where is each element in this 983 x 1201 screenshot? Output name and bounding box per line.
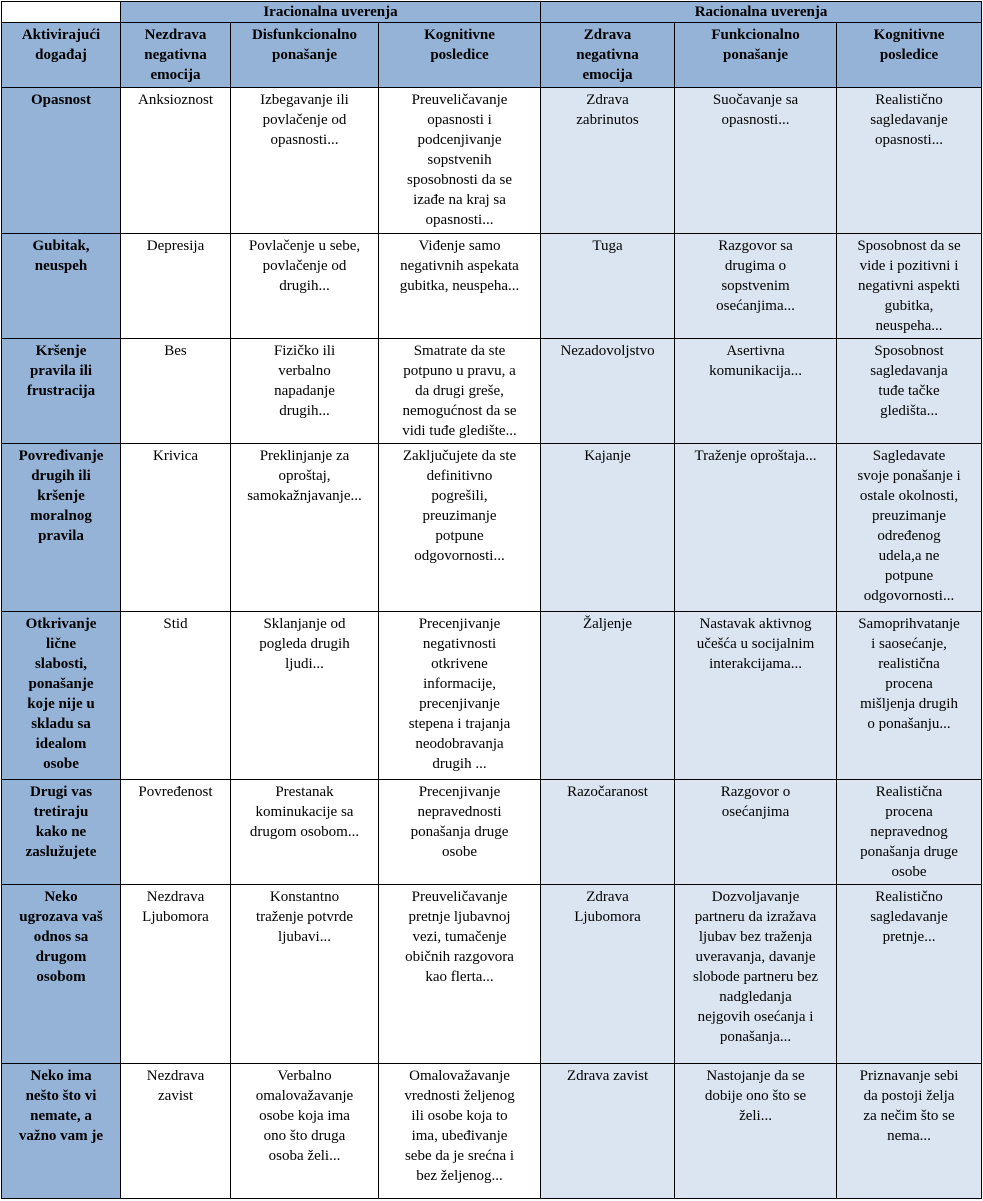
unhealthy-emotion-cell: Stid xyxy=(121,612,231,780)
row-event: Neko ima nešto što vi nemate, a važno vam je xyxy=(2,1064,121,1199)
irrational-consequence-cell: Viđenje samo negativnih aspekata gubitka, neuspeha... xyxy=(379,234,541,339)
unhealthy-emotion-cell: Povređenost xyxy=(121,780,231,885)
healthy-emotion-cell: Nezadovoljstvo xyxy=(541,339,675,444)
irrational-consequence-cell: Omalovažavanje vrednosti željenog ili osobe koja to ima, ubeđivanje sebe da je srećna i bez željenog... xyxy=(379,1064,541,1199)
unhealthy-emotion-cell: Bes xyxy=(121,339,231,444)
table-row xyxy=(2,780,982,885)
functional-behavior-cell: Nastojanje da se dobije ono što se želi... xyxy=(675,1064,837,1199)
unhealthy-emotion-cell: Nezdrava zavist xyxy=(121,1064,231,1199)
healthy-emotion-cell: Zdrava zabrinutos xyxy=(541,88,675,234)
dysfunctional-behavior-cell: Povlačenje u sebe, povlačenje od drugih... xyxy=(231,234,379,339)
unhealthy-emotion-cell: Nezdrava Ljubomora xyxy=(121,885,231,1064)
functional-behavior-cell: Suočavanje sa opasnosti... xyxy=(675,88,837,234)
column-header-row xyxy=(2,23,982,88)
row-event: Drugi vas tretiraju kako ne zaslužujete xyxy=(2,780,121,885)
rational-consequence-cell: Priznavanje sebi da postoji želja za nečim što se nema... xyxy=(837,1064,982,1199)
row-event: Kršenje pravila ili frustracija xyxy=(2,339,121,444)
header-activating-event: Aktivirajući događaj xyxy=(2,23,121,88)
healthy-emotion-cell: Žaljenje xyxy=(541,612,675,780)
healthy-emotion-cell: Kajanje xyxy=(541,444,675,612)
group-header-row xyxy=(2,2,982,23)
functional-behavior-cell: Razgovor o osećanjima xyxy=(675,780,837,885)
unhealthy-emotion-cell: Depresija xyxy=(121,234,231,339)
table-row xyxy=(2,234,982,339)
dysfunctional-behavior-cell: Verbalno omalovažavanje osobe koja ima ono što druga osoba želi... xyxy=(231,1064,379,1199)
dysfunctional-behavior-cell: Konstantno traženje potvrde ljubavi... xyxy=(231,885,379,1064)
rational-consequence-cell: Realistično sagledavanje pretnje... xyxy=(837,885,982,1064)
header-unhealthy-emotion: Nezdrava negativna emocija xyxy=(121,23,231,88)
group-irrational: Iracionalna uverenja xyxy=(121,2,541,23)
rational-consequence-cell: Realistična procena nepravednog ponašanja druge osobe xyxy=(837,780,982,885)
corner-cell xyxy=(2,2,121,23)
healthy-emotion-cell: Razočaranost xyxy=(541,780,675,885)
healthy-emotion-cell: Zdrava zavist xyxy=(541,1064,675,1199)
rational-consequence-cell: Sagledavate svoje ponašanje i ostale okolnosti, preuzimanje određenog udela,a ne potpune odgovornosti... xyxy=(837,444,982,612)
irrational-consequence-cell: Preuveličavanje opasnosti i podcenjivanje sopstvenih sposobnosti da se izađe na kraj sa opasnosti... xyxy=(379,88,541,234)
row-event: Otkrivanje lične slabosti, ponašanje koje nije u skladu sa idealom osobe xyxy=(2,612,121,780)
functional-behavior-cell: Asertivna komunikacija... xyxy=(675,339,837,444)
table-row xyxy=(2,339,982,444)
header-functional-behavior: Funkcionalno ponašanje xyxy=(675,23,837,88)
rational-consequence-cell: Realistično sagledavanje opasnosti... xyxy=(837,88,982,234)
functional-behavior-cell: Razgovor sa drugima o sopstvenim osećanjima... xyxy=(675,234,837,339)
beliefs-table xyxy=(1,1,982,1199)
table-row xyxy=(2,612,982,780)
dysfunctional-behavior-cell: Fizičko ili verbalno napadanje drugih... xyxy=(231,339,379,444)
irrational-consequence-cell: Precenjivanje negativnosti otkrivene informacije, precenjivanje stepena i trajanja neodobravanja drugih ... xyxy=(379,612,541,780)
rational-consequence-cell: Sposobnost sagledavanja tuđe tačke gledišta... xyxy=(837,339,982,444)
header-cognitive-consequences-irrational: Kognitivne posledice xyxy=(379,23,541,88)
functional-behavior-cell: Dozvoljavanje partneru da izražava ljubav bez traženja uveravanja, davanje slobode partneru bez nadgledanja nejgovih osećanja i ponašanja... xyxy=(675,885,837,1064)
rational-consequence-cell: Sposobnost da se vide i pozitivni i negativni aspekti gubitka, neuspeha... xyxy=(837,234,982,339)
healthy-emotion-cell: Zdrava Ljubomora xyxy=(541,885,675,1064)
table-row xyxy=(2,444,982,612)
healthy-emotion-cell: Tuga xyxy=(541,234,675,339)
dysfunctional-behavior-cell: Sklanjanje od pogleda drugih ljudi... xyxy=(231,612,379,780)
dysfunctional-behavior-cell: Preklinjanje za oproštaj, samokažnjavanje... xyxy=(231,444,379,612)
unhealthy-emotion-cell: Krivica xyxy=(121,444,231,612)
header-cognitive-consequences-rational: Kognitivne posledice xyxy=(837,23,982,88)
table-row xyxy=(2,88,982,234)
irrational-consequence-cell: Precenjivanje nepravednosti ponašanja druge osobe xyxy=(379,780,541,885)
table-row xyxy=(2,1064,982,1199)
dysfunctional-behavior-cell: Izbegavanje ili povlačenje od opasnosti... xyxy=(231,88,379,234)
functional-behavior-cell: Traženje oproštaja... xyxy=(675,444,837,612)
row-event: Opasnost xyxy=(2,88,121,234)
irrational-consequence-cell: Preuveličavanje pretnje ljubavnoj vezi, tumačenje običnih razgovora kao flerta... xyxy=(379,885,541,1064)
irrational-consequence-cell: Smatrate da ste potpuno u pravu, a da drugi greše, nemogućnost da se vidi tuđe gledište... xyxy=(379,339,541,444)
row-event: Neko ugrozava vaš odnos sa drugom osobom xyxy=(2,885,121,1064)
group-rational: Racionalna uverenja xyxy=(541,2,982,23)
row-event: Gubitak, neuspeh xyxy=(2,234,121,339)
table-row xyxy=(2,885,982,1064)
header-healthy-emotion: Zdrava negativna emocija xyxy=(541,23,675,88)
functional-behavior-cell: Nastavak aktivnog učešća u socijalnim interakcijama... xyxy=(675,612,837,780)
row-event: Povređivanje drugih ili kršenje moralnog pravila xyxy=(2,444,121,612)
dysfunctional-behavior-cell: Prestanak kominukacije sa drugom osobom... xyxy=(231,780,379,885)
rational-consequence-cell: Samoprihvatanje i saosećanje, realistična procena mišljenja drugih o ponašanju... xyxy=(837,612,982,780)
header-dysfunctional-behavior: Disfunkcionalno ponašanje xyxy=(231,23,379,88)
unhealthy-emotion-cell: Anksioznost xyxy=(121,88,231,234)
irrational-consequence-cell: Zaključujete da ste definitivno pogrešili, preuzimanje potpune odgovornosti... xyxy=(379,444,541,612)
